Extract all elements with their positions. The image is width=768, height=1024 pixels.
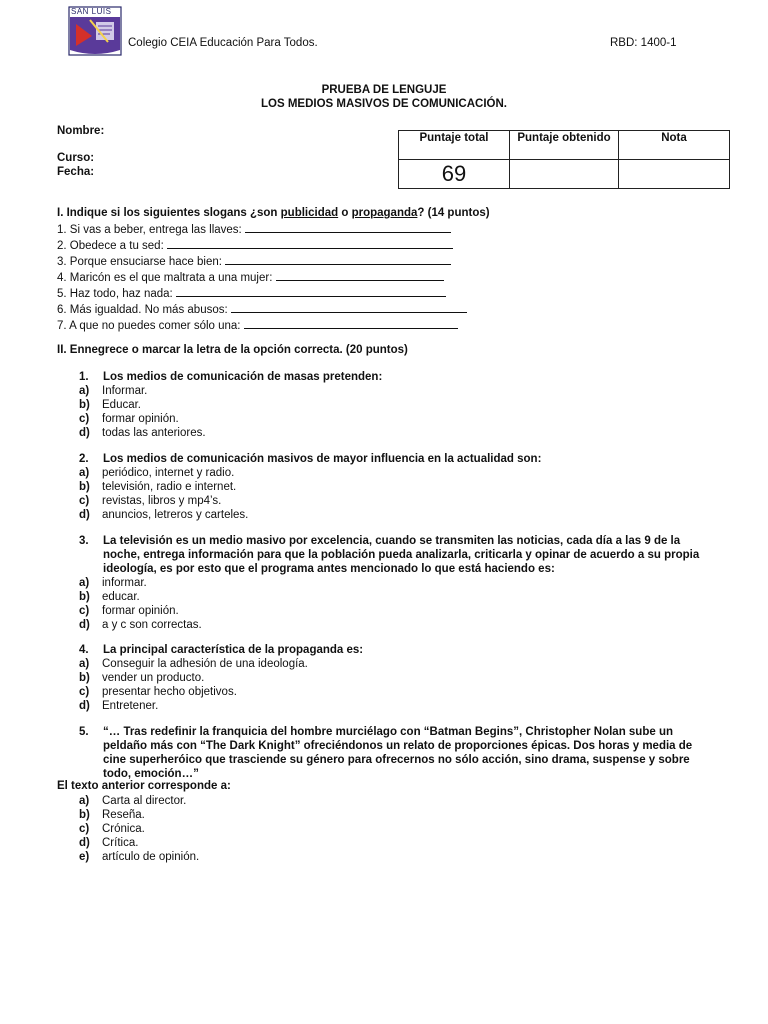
header-obtained-score: Puntaje obtenido [510, 131, 619, 160]
option-letter: a) [79, 577, 90, 589]
course-label: Curso: [57, 152, 95, 164]
question-2 [79, 452, 709, 522]
option-a[interactable] [79, 657, 709, 671]
option-b[interactable] [79, 808, 199, 822]
option-letter: d) [79, 509, 90, 521]
option-text: todas las anteriores. [102, 427, 206, 439]
question-3 [79, 534, 709, 632]
option-c[interactable] [79, 412, 709, 426]
option-d[interactable] [79, 699, 709, 713]
question-number: 5. [79, 726, 89, 738]
option-text: vender un producto. [102, 672, 205, 684]
slogan-text: 2. Obedece a tu sed: [57, 240, 164, 252]
option-text: a y c son correctas. [102, 619, 202, 631]
section-1-word-propaganda: propaganda [351, 207, 418, 219]
option-c[interactable] [79, 685, 709, 699]
option-letter: c) [79, 495, 90, 507]
total-score-value: 69 [441, 161, 467, 186]
slogan-item [57, 301, 467, 317]
option-text: Reseña. [102, 809, 145, 821]
answer-blank[interactable] [231, 301, 467, 313]
obtained-score-cell[interactable] [510, 160, 619, 189]
answer-blank[interactable] [276, 269, 444, 281]
question-4 [79, 643, 709, 713]
option-b[interactable] [79, 480, 709, 494]
question-text: La principal característica de la propaganda es: [103, 644, 364, 656]
question-number: 3. [79, 535, 89, 547]
slogan-list [57, 221, 467, 333]
option-letter: e) [79, 851, 90, 863]
option-text: Carta al director. [102, 795, 187, 807]
answer-blank[interactable] [176, 285, 446, 297]
option-letter: a) [79, 658, 90, 670]
question-text: Los medios de comunicación masivos de mayor influencia en la actualidad son: [103, 453, 542, 465]
school-logo [68, 6, 122, 56]
answer-blank[interactable] [225, 253, 451, 265]
option-text: Entretener. [102, 700, 159, 712]
option-text: artículo de opinión. [102, 851, 200, 863]
slogan-text: 4. Maricón es el que maltrata a una mujer: [57, 272, 273, 284]
option-text: Informar. [102, 385, 148, 397]
question-number: 1. [79, 371, 89, 383]
question-stem [79, 534, 709, 576]
option-letter: d) [79, 619, 90, 631]
slogan-text: 5. Haz todo, haz nada: [57, 288, 173, 300]
slogan-text: 7. A que no puedes comer sólo una: [57, 320, 241, 332]
logo-text: SAN LUIS [71, 7, 112, 16]
option-b[interactable] [79, 671, 709, 685]
option-a[interactable] [79, 384, 709, 398]
rbd-number: RBD: 1400-1 [610, 37, 677, 49]
section-1-word-publicidad: publicidad [280, 207, 339, 219]
option-text: revistas, libros y mp4’s. [102, 495, 222, 507]
section-1-prefix: I. Indique si los siguientes slogans ¿son [57, 207, 281, 219]
slogan-item [57, 285, 467, 301]
question-stem [79, 643, 709, 657]
section-1-heading [57, 207, 490, 219]
question-text: “… Tras redefinir la franquicia del hombre murciélago con “Batman Begins”, Christopher Nolan sube un peldaño más con “The Dark Knight” ofreciéndonos un relato de proporciones épicas. Dos horas y media de cine superheróico que trasciende su género para ofrecernos no sólo acción, sino drama, suspense y sobre todo, emoción…” [103, 726, 693, 780]
section-1-middle: o [338, 207, 352, 219]
question-number: 4. [79, 644, 89, 656]
option-text: televisión, radio e internet. [102, 481, 237, 493]
option-letter: c) [79, 823, 90, 835]
question-text: La televisión es un medio masivo por excelencia, cuando se transmiten las noticias, cada día a las 9 de la noche, entrega información para que la población pueda analizarla, criticarla y opinar de acuerdo a su propia ideología, es por esto que el programa antes mencionado lo que está haciendo es: [103, 535, 700, 575]
date-label: Fecha: [57, 166, 95, 178]
score-table [398, 130, 730, 189]
header-total-score: Puntaje total [399, 131, 510, 160]
option-a[interactable] [79, 576, 709, 590]
option-b[interactable] [79, 590, 709, 604]
option-letter: b) [79, 591, 90, 603]
option-c[interactable] [79, 604, 709, 618]
option-letter: a) [79, 385, 90, 397]
option-c[interactable] [79, 494, 709, 508]
question-5-intro: El texto anterior corresponde a: [57, 780, 231, 792]
question-1 [79, 370, 709, 440]
option-e[interactable] [79, 850, 199, 864]
option-text: presentar hecho objetivos. [102, 686, 237, 698]
option-letter: a) [79, 467, 90, 479]
option-letter: b) [79, 399, 90, 411]
school-name: Colegio CEIA Educación Para Todos. [128, 37, 318, 49]
question-stem [79, 725, 709, 781]
option-text: anuncios, letreros y carteles. [102, 509, 249, 521]
option-text: Crítica. [102, 837, 139, 849]
answer-blank[interactable] [244, 317, 458, 329]
question-text: Los medios de comunicación de masas pretenden: [103, 371, 383, 383]
option-d[interactable] [79, 618, 709, 632]
name-label: Nombre: [57, 125, 105, 137]
option-text: formar opinión. [102, 413, 179, 425]
answer-blank[interactable] [245, 221, 451, 233]
answer-blank[interactable] [167, 237, 453, 249]
slogan-item [57, 221, 467, 237]
option-text: Educar. [102, 399, 141, 411]
option-text: Crónica. [102, 823, 145, 835]
option-text: educar. [102, 591, 140, 603]
question-5 [79, 725, 709, 781]
section-1-suffix: ? (14 puntos) [417, 207, 490, 219]
exam-title: PRUEBA DE LENGUJE [321, 84, 447, 96]
slogan-item [57, 237, 467, 253]
option-text: periódico, internet y radio. [102, 467, 235, 479]
slogan-text: 6. Más igualdad. No más abusos: [57, 304, 228, 316]
option-a[interactable] [79, 466, 709, 480]
slogan-item [57, 317, 467, 333]
option-letter: b) [79, 481, 90, 493]
question-stem [79, 370, 709, 384]
option-text: Conseguir la adhesión de una ideología. [102, 658, 308, 670]
header-grade: Nota [619, 131, 730, 160]
option-d[interactable] [79, 836, 199, 850]
option-d[interactable] [79, 426, 709, 440]
option-letter: b) [79, 672, 90, 684]
question-number: 2. [79, 453, 89, 465]
question-stem [79, 452, 709, 466]
option-letter: c) [79, 686, 90, 698]
option-letter: d) [79, 700, 90, 712]
option-letter: d) [79, 837, 90, 849]
slogan-text: 3. Porque ensuciarse hace bien: [57, 256, 222, 268]
option-d[interactable] [79, 508, 709, 522]
option-letter: c) [79, 605, 90, 617]
section-2-heading: II. Ennegrece o marcar la letra de la opción correcta. (20 puntos) [57, 344, 408, 356]
option-c[interactable] [79, 822, 199, 836]
option-text: informar. [102, 577, 147, 589]
slogan-item [57, 269, 467, 285]
slogan-item [57, 253, 467, 269]
option-letter: a) [79, 795, 90, 807]
option-text: formar opinión. [102, 605, 179, 617]
exam-subtitle: LOS MEDIOS MASIVOS DE COMUNICACIÓN. [261, 98, 507, 110]
option-b[interactable] [79, 398, 709, 412]
option-letter: d) [79, 427, 90, 439]
option-a[interactable] [79, 794, 199, 808]
question-5-options [79, 794, 199, 864]
option-letter: b) [79, 809, 90, 821]
slogan-text: 1. Si vas a beber, entrega las llaves: [57, 224, 242, 236]
grade-cell[interactable] [619, 160, 730, 189]
option-letter: c) [79, 413, 90, 425]
